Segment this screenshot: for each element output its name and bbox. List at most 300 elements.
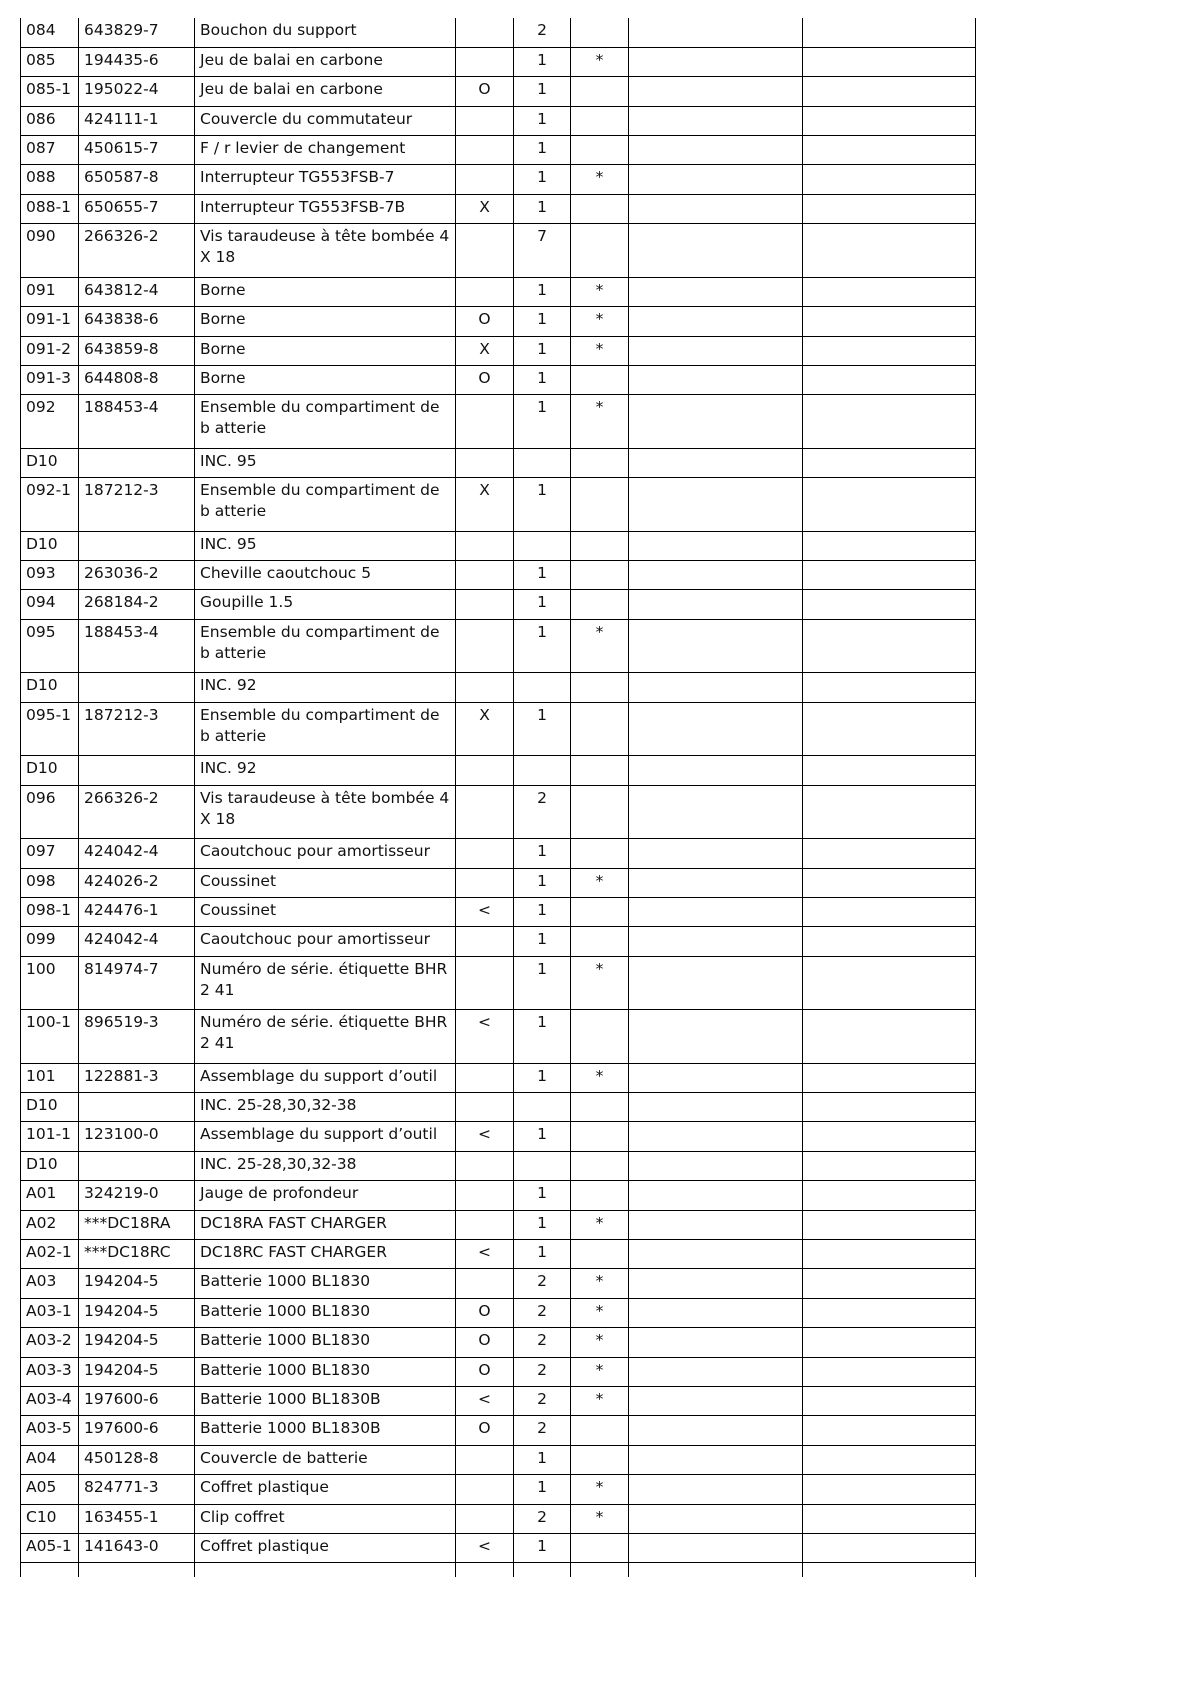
empty-cell (629, 1122, 803, 1151)
empty-cell (803, 1298, 976, 1327)
quantity-cell: 1 (514, 1445, 571, 1474)
item-number-cell: 085 (21, 47, 79, 76)
empty-cell (803, 839, 976, 868)
marker-cell (571, 365, 629, 394)
description-cell: Ensemble du compartiment de b atterie (195, 478, 456, 532)
item-number-cell: 091-3 (21, 365, 79, 394)
quantity-cell: 1 (514, 277, 571, 306)
symbol-cell (456, 561, 514, 590)
symbol-cell (456, 673, 514, 702)
part-number-cell (79, 531, 195, 560)
symbol-cell (456, 839, 514, 868)
empty-cell (629, 868, 803, 897)
table-row (21, 1269, 976, 1298)
part-number-cell: 896519-3 (79, 1010, 195, 1064)
part-number-cell: 424111-1 (79, 106, 195, 135)
quantity-cell: 1 (514, 194, 571, 223)
empty-cell (803, 1240, 976, 1269)
marker-cell: * (571, 956, 629, 1010)
table-row (21, 1357, 976, 1386)
marker-cell (571, 785, 629, 839)
marker-cell (571, 77, 629, 106)
quantity-cell: 2 (514, 785, 571, 839)
symbol-cell: < (456, 1122, 514, 1151)
description-cell: Vis taraudeuse à tête bombée 4X 18 (195, 224, 456, 278)
item-number-cell: 098-1 (21, 897, 79, 926)
marker-cell (571, 18, 629, 47)
description-cell: Coffret plastique (195, 1533, 456, 1562)
empty-cell (629, 1475, 803, 1504)
marker-cell (571, 224, 629, 278)
marker-cell: * (571, 277, 629, 306)
table-row (21, 307, 976, 336)
description-cell: Borne (195, 336, 456, 365)
part-number-cell: 424042-4 (79, 839, 195, 868)
empty-cell (629, 1416, 803, 1445)
part-number-cell: 187212-3 (79, 478, 195, 532)
empty-cell (803, 1475, 976, 1504)
description-cell: INC. 92 (195, 756, 456, 785)
symbol-cell: X (456, 702, 514, 756)
empty-cell (629, 927, 803, 956)
marker-cell (571, 1240, 629, 1269)
empty-cell (629, 1210, 803, 1239)
marker-cell (571, 673, 629, 702)
empty-cell (629, 1151, 803, 1180)
marker-cell (571, 1122, 629, 1151)
marker-cell (571, 136, 629, 165)
quantity-cell: 1 (514, 47, 571, 76)
item-number-cell: 097 (21, 839, 79, 868)
symbol-cell: X (456, 478, 514, 532)
table-row (21, 590, 976, 619)
quantity-cell: 1 (514, 561, 571, 590)
empty-cell (629, 1010, 803, 1064)
part-number-cell: ***DC18RA (79, 1210, 195, 1239)
empty-cell (629, 756, 803, 785)
item-number-cell: 093 (21, 561, 79, 590)
item-number-cell: 095-1 (21, 702, 79, 756)
table-row (21, 839, 976, 868)
marker-cell (571, 1445, 629, 1474)
marker-cell: * (571, 1063, 629, 1092)
part-number-cell: 194204-5 (79, 1298, 195, 1327)
description-cell: Couvercle du commutateur (195, 106, 456, 135)
item-number-cell: 085-1 (21, 77, 79, 106)
item-number-cell: C10 (21, 1504, 79, 1533)
table-row (21, 897, 976, 926)
description-cell: Coussinet (195, 897, 456, 926)
table-row (21, 1504, 976, 1533)
empty-cell (629, 136, 803, 165)
empty-cell (629, 839, 803, 868)
part-number-cell: 194204-5 (79, 1269, 195, 1298)
symbol-cell: < (456, 1010, 514, 1064)
description-cell: Batterie 1000 BL1830B (195, 1387, 456, 1416)
table-row (21, 619, 976, 673)
marker-cell: * (571, 1387, 629, 1416)
part-number-cell: 424042-4 (79, 927, 195, 956)
item-number-cell: 098 (21, 868, 79, 897)
empty-cell (803, 1387, 976, 1416)
symbol-cell (456, 277, 514, 306)
item-number-cell: A01 (21, 1181, 79, 1210)
part-number-cell: 195022-4 (79, 77, 195, 106)
item-number-cell: A02-1 (21, 1240, 79, 1269)
empty-cell (629, 478, 803, 532)
part-number-cell (79, 1151, 195, 1180)
symbol-cell (456, 619, 514, 673)
marker-cell (571, 897, 629, 926)
quantity-cell: 1 (514, 1181, 571, 1210)
symbol-cell (456, 785, 514, 839)
marker-cell: * (571, 1504, 629, 1533)
empty-cell (803, 1504, 976, 1533)
symbol-cell (456, 165, 514, 194)
quantity-cell: 1 (514, 897, 571, 926)
marker-cell (571, 927, 629, 956)
item-number-cell: D10 (21, 1093, 79, 1122)
part-number-cell: 122881-3 (79, 1063, 195, 1092)
part-number-cell: 194435-6 (79, 47, 195, 76)
empty-cell (629, 448, 803, 477)
empty-cell (803, 785, 976, 839)
quantity-cell: 7 (514, 224, 571, 278)
quantity-cell: 1 (514, 106, 571, 135)
empty-cell (803, 756, 976, 785)
empty-cell (629, 531, 803, 560)
empty-cell (629, 1240, 803, 1269)
empty-cell (629, 1328, 803, 1357)
marker-cell: * (571, 47, 629, 76)
symbol-cell (456, 1181, 514, 1210)
symbol-cell (456, 47, 514, 76)
symbol-cell: < (456, 897, 514, 926)
marker-cell: * (571, 868, 629, 897)
item-number-cell: A03-3 (21, 1357, 79, 1386)
quantity-cell: 2 (514, 1328, 571, 1357)
table-row (21, 18, 976, 47)
symbol-cell (456, 1210, 514, 1239)
table-row (21, 531, 976, 560)
empty-cell (629, 1445, 803, 1474)
description-cell: Batterie 1000 BL1830 (195, 1298, 456, 1327)
symbol-cell: O (456, 1416, 514, 1445)
symbol-cell: O (456, 1298, 514, 1327)
quantity-cell: 1 (514, 868, 571, 897)
description-cell: Jeu de balai en carbone (195, 47, 456, 76)
empty-cell (629, 336, 803, 365)
marker-cell: * (571, 307, 629, 336)
marker-cell (571, 702, 629, 756)
part-number-cell: 643838-6 (79, 307, 195, 336)
description-cell: F / r levier de changement (195, 136, 456, 165)
empty-cell (803, 194, 976, 223)
part-number-cell: 268184-2 (79, 590, 195, 619)
empty-cell (629, 590, 803, 619)
table-row (21, 1416, 976, 1445)
part-number-cell (79, 448, 195, 477)
quantity-cell: 2 (514, 1416, 571, 1445)
marker-cell (571, 531, 629, 560)
quantity-cell: 1 (514, 1210, 571, 1239)
part-number-cell: 643859-8 (79, 336, 195, 365)
empty-cell (803, 956, 976, 1010)
quantity-cell: 1 (514, 478, 571, 532)
table-row (21, 47, 976, 76)
part-number-cell: 266326-2 (79, 785, 195, 839)
marker-cell: * (571, 165, 629, 194)
empty-cell (629, 18, 803, 47)
description-cell: DC18RC FAST CHARGER (195, 1240, 456, 1269)
description-cell: Coffret plastique (195, 1475, 456, 1504)
description-cell: Vis taraudeuse à tête bombée 4X 18 (195, 785, 456, 839)
marker-cell (571, 839, 629, 868)
table-row (21, 194, 976, 223)
empty-cell (629, 1093, 803, 1122)
quantity-cell: 1 (514, 839, 571, 868)
quantity-cell (514, 448, 571, 477)
table-row (21, 448, 976, 477)
empty-cell (803, 307, 976, 336)
quantity-cell: 1 (514, 395, 571, 449)
description-cell: Caoutchouc pour amortisseur (195, 839, 456, 868)
item-number-cell: A02 (21, 1210, 79, 1239)
symbol-cell (456, 1504, 514, 1533)
empty-cell (629, 395, 803, 449)
marker-cell (571, 448, 629, 477)
empty-cell (803, 1093, 976, 1122)
description-cell: Goupille 1.5 (195, 590, 456, 619)
item-number-cell: 100-1 (21, 1010, 79, 1064)
empty-cell (803, 1010, 976, 1064)
description-cell: Borne (195, 365, 456, 394)
part-number-cell: 188453-4 (79, 619, 195, 673)
empty-cell (803, 1416, 976, 1445)
table-row (21, 927, 976, 956)
part-number-cell (79, 756, 195, 785)
description-cell: Bouchon du support (195, 18, 456, 47)
item-number-cell: 099 (21, 927, 79, 956)
symbol-cell: < (456, 1240, 514, 1269)
item-number-cell: A05-1 (21, 1533, 79, 1562)
part-number-cell: 123100-0 (79, 1122, 195, 1151)
table-row (21, 1475, 976, 1504)
parts-table (20, 18, 976, 1577)
item-number-cell: A04 (21, 1445, 79, 1474)
table-row (21, 1063, 976, 1092)
part-number-cell: ***DC18RC (79, 1240, 195, 1269)
quantity-cell: 2 (514, 1387, 571, 1416)
empty-cell (803, 1328, 976, 1357)
empty-cell (803, 1151, 976, 1180)
symbol-cell: O (456, 307, 514, 336)
marker-cell (571, 561, 629, 590)
empty-cell (803, 1269, 976, 1298)
description-cell: DC18RA FAST CHARGER (195, 1210, 456, 1239)
empty-cell (803, 590, 976, 619)
part-number-cell (79, 673, 195, 702)
part-number-cell: 266326-2 (79, 224, 195, 278)
empty-cell (803, 365, 976, 394)
item-number-cell: A05 (21, 1475, 79, 1504)
part-number-cell: 163455-1 (79, 1504, 195, 1533)
part-number-cell: 188453-4 (79, 395, 195, 449)
empty-cell (803, 531, 976, 560)
empty-cell (803, 448, 976, 477)
symbol-cell (456, 927, 514, 956)
symbol-cell (456, 756, 514, 785)
item-number-cell: 094 (21, 590, 79, 619)
empty-cell (803, 868, 976, 897)
part-number-cell: 650655-7 (79, 194, 195, 223)
table-row (21, 1210, 976, 1239)
symbol-cell: O (456, 1357, 514, 1386)
quantity-cell: 1 (514, 702, 571, 756)
quantity-cell (514, 531, 571, 560)
symbol-cell (456, 1093, 514, 1122)
marker-cell (571, 590, 629, 619)
empty-cell (629, 106, 803, 135)
symbol-cell (456, 590, 514, 619)
empty-cell (629, 1181, 803, 1210)
item-number-cell: 096 (21, 785, 79, 839)
empty-cell (803, 1122, 976, 1151)
part-number-cell: 263036-2 (79, 561, 195, 590)
part-number-cell: 643812-4 (79, 277, 195, 306)
quantity-cell: 1 (514, 1475, 571, 1504)
empty-cell (803, 336, 976, 365)
item-number-cell: D10 (21, 1151, 79, 1180)
empty-cell (629, 702, 803, 756)
empty-cell (629, 1357, 803, 1386)
marker-cell (571, 194, 629, 223)
quantity-cell: 1 (514, 1533, 571, 1562)
symbol-cell: < (456, 1533, 514, 1562)
quantity-cell: 1 (514, 165, 571, 194)
empty-cell (629, 1269, 803, 1298)
item-number-cell: 100 (21, 956, 79, 1010)
description-cell: Caoutchouc pour amortisseur (195, 927, 456, 956)
description-cell: Batterie 1000 BL1830 (195, 1328, 456, 1357)
table-row (21, 1151, 976, 1180)
item-number-cell: 092 (21, 395, 79, 449)
quantity-cell: 2 (514, 1298, 571, 1327)
description-cell: Borne (195, 277, 456, 306)
description-cell: Interrupteur TG553FSB-7 (195, 165, 456, 194)
empty-cell (803, 165, 976, 194)
marker-cell (571, 1533, 629, 1562)
table-row (21, 1093, 976, 1122)
empty-cell (803, 136, 976, 165)
empty-cell (803, 1181, 976, 1210)
empty-cell (629, 1298, 803, 1327)
table-row (21, 1533, 976, 1562)
table-row (21, 702, 976, 756)
table-row (21, 1298, 976, 1327)
marker-cell (571, 1416, 629, 1445)
symbol-cell: O (456, 1328, 514, 1357)
empty-cell (803, 277, 976, 306)
item-number-cell: 090 (21, 224, 79, 278)
item-number-cell: D10 (21, 673, 79, 702)
table-row (21, 1240, 976, 1269)
item-number-cell: A03-2 (21, 1328, 79, 1357)
empty-cell (803, 395, 976, 449)
marker-cell: * (571, 1210, 629, 1239)
empty-cell (803, 224, 976, 278)
marker-cell: * (571, 619, 629, 673)
table-row (21, 365, 976, 394)
empty-cell (629, 47, 803, 76)
description-cell: INC. 95 (195, 531, 456, 560)
quantity-cell: 1 (514, 1063, 571, 1092)
description-cell: Interrupteur TG553FSB-7B (195, 194, 456, 223)
description-cell: Ensemble du compartiment de b atterie (195, 395, 456, 449)
empty-cell (629, 77, 803, 106)
symbol-cell (456, 18, 514, 47)
table-row (21, 956, 976, 1010)
parts-table-body (21, 18, 976, 1563)
table-row (21, 136, 976, 165)
table-row (21, 395, 976, 449)
table-row (21, 785, 976, 839)
symbol-cell (456, 956, 514, 1010)
item-number-cell: 091-1 (21, 307, 79, 336)
empty-cell (803, 619, 976, 673)
part-number-cell: 194204-5 (79, 1328, 195, 1357)
empty-cell (629, 224, 803, 278)
description-cell: Clip coffret (195, 1504, 456, 1533)
empty-cell (803, 77, 976, 106)
description-cell: Ensemble du compartiment de b atterie (195, 619, 456, 673)
empty-cell (803, 1533, 976, 1562)
marker-cell (571, 756, 629, 785)
empty-cell (803, 106, 976, 135)
item-number-cell: A03 (21, 1269, 79, 1298)
marker-cell (571, 1010, 629, 1064)
description-cell: Jeu de balai en carbone (195, 77, 456, 106)
empty-cell (629, 619, 803, 673)
marker-cell: * (571, 1298, 629, 1327)
item-number-cell: A03-4 (21, 1387, 79, 1416)
empty-cell (629, 365, 803, 394)
continuation-row (21, 1563, 976, 1577)
table-row (21, 1387, 976, 1416)
empty-cell (629, 1387, 803, 1416)
symbol-cell (456, 1151, 514, 1180)
part-number-cell: 187212-3 (79, 702, 195, 756)
empty-cell (803, 1063, 976, 1092)
table-row (21, 561, 976, 590)
table-row (21, 1122, 976, 1151)
table-row (21, 106, 976, 135)
item-number-cell: 091-2 (21, 336, 79, 365)
part-number-cell: 650587-8 (79, 165, 195, 194)
description-cell: Batterie 1000 BL1830 (195, 1357, 456, 1386)
item-number-cell: 088-1 (21, 194, 79, 223)
empty-cell (803, 897, 976, 926)
part-number-cell: 424026-2 (79, 868, 195, 897)
marker-cell: * (571, 1269, 629, 1298)
marker-cell (571, 1181, 629, 1210)
quantity-cell (514, 756, 571, 785)
item-number-cell: D10 (21, 448, 79, 477)
part-number-cell: 141643-0 (79, 1533, 195, 1562)
description-cell: Jauge de profondeur (195, 1181, 456, 1210)
quantity-cell (514, 1093, 571, 1122)
marker-cell: * (571, 1475, 629, 1504)
